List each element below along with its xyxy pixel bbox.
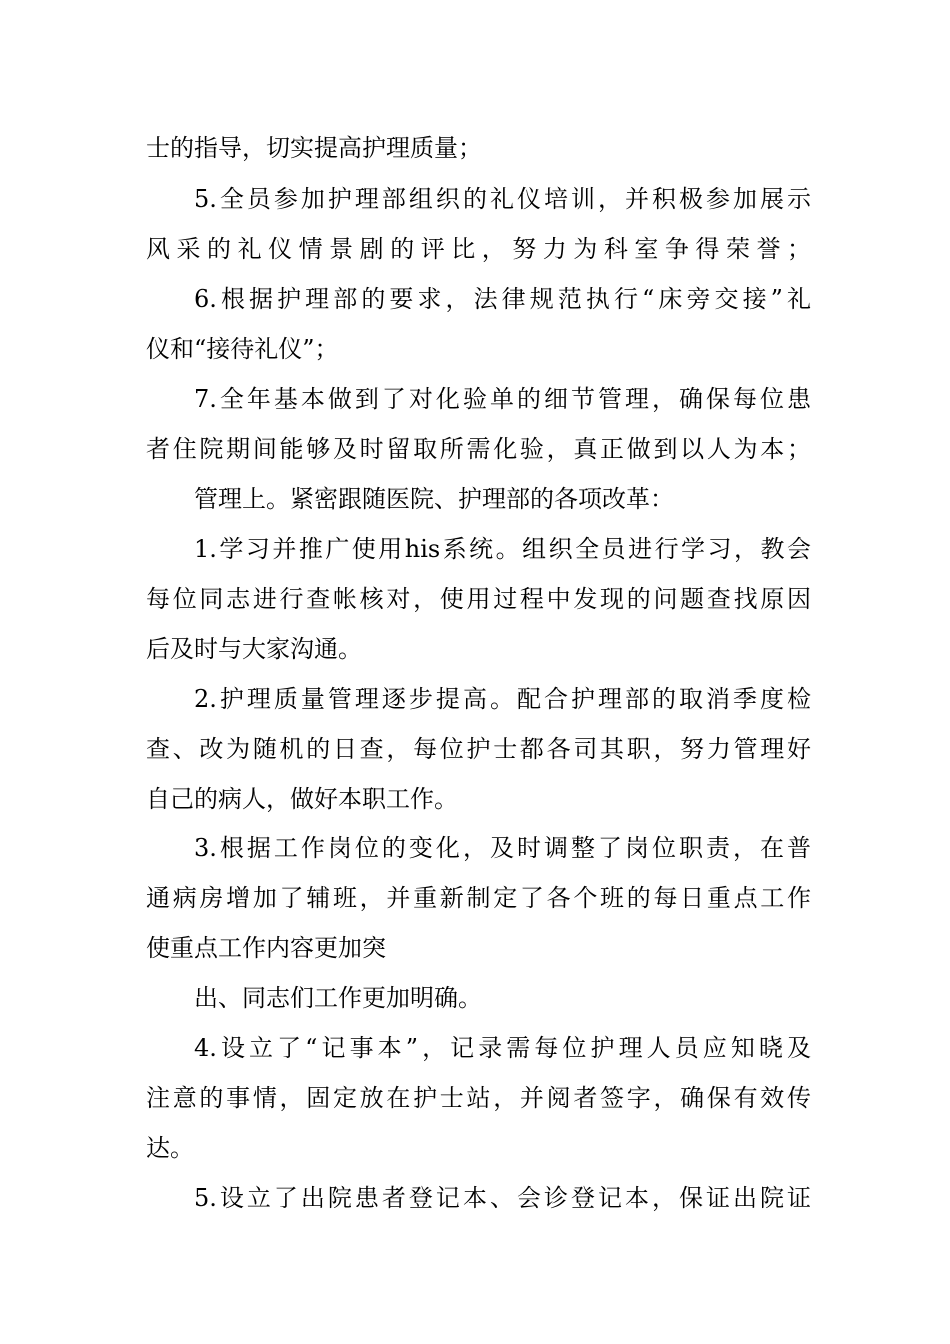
text-line: 2.护理质量管理逐步提高。配合护理部的取消季度检	[194, 685, 811, 713]
text-line: 管理上。紧密跟随医院、护理部的各项改革：	[194, 485, 674, 513]
text-line: 后及时与大家沟通。	[146, 635, 362, 663]
text-line: 4.设立了“记事本”，记录需每位护理人员应知晓及	[194, 1034, 811, 1062]
text-line: 注意的事情，固定放在护士站，并阅者签字，确保有效传	[146, 1084, 811, 1112]
text-line: 者住院期间能够及时留取所需化验，真正做到以人为本；	[146, 435, 811, 463]
text-line: 风采的礼仪情景剧的评比，努力为科室争得荣誉；	[146, 235, 811, 263]
text-line: 7.全年基本做到了对化验单的细节管理，确保每位患	[194, 385, 811, 413]
text-line: 通病房增加了辅班，并重新制定了各个班的每日重点工作	[146, 884, 811, 912]
text-line: 1.学习并推广使用his系统。组织全员进行学习，教会	[194, 535, 811, 563]
text-line: 达。	[146, 1134, 194, 1162]
text-line: 5.设立了出院患者登记本、会诊登记本，保证出院证	[194, 1184, 811, 1212]
text-line: 使重点工作内容更加突	[146, 934, 386, 962]
text-line: 出、同志们工作更加明确。	[194, 984, 482, 1012]
text-line: 每位同志进行查帐核对，使用过程中发现的问题查找原因	[146, 585, 811, 613]
text-line: 自己的病人，做好本职工作。	[146, 785, 458, 813]
text-line: 仪和“接待礼仪”；	[146, 335, 339, 363]
text-line: 士的指导，切实提高护理质量；	[146, 134, 482, 162]
text-line: 查、改为随机的日查，每位护士都各司其职，努力管理好	[146, 735, 811, 763]
text-line: 5.全员参加护理部组织的礼仪培训，并积极参加展示	[194, 185, 811, 213]
text-line: 3.根据工作岗位的变化，及时调整了岗位职责，在普	[194, 834, 811, 862]
text-line: 6.根据护理部的要求，法律规范执行“床旁交接”礼	[194, 285, 811, 313]
